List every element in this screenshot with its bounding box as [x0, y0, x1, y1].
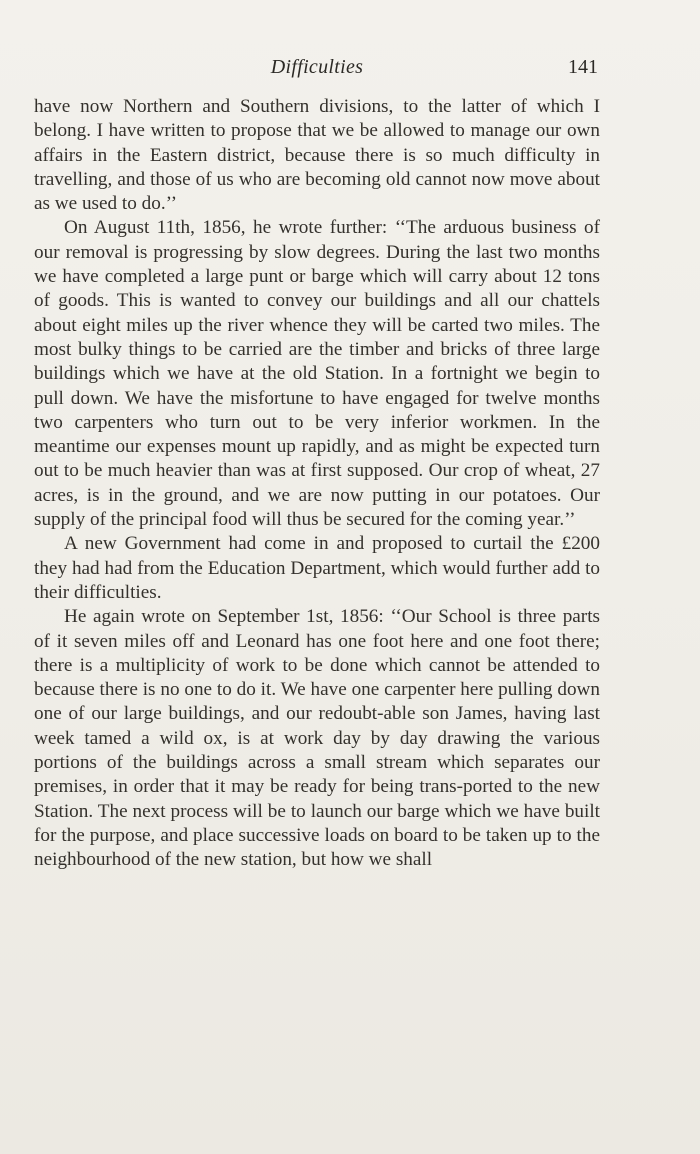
paragraph: have now Northern and Southern divisions, to the latter of which I belong. I have written to propose that we be allowed to manage our own affairs in the Eastern district, because there is so much difficulty in travelling, and those of us who are becoming old cannot now move about as we used to do.’’: [34, 96, 600, 215]
running-title: Difficulties: [270, 56, 364, 78]
paragraph: A new Government had come in and proposed to curtail the £200 they had had from the Education Department, which would further add to their difficulties.: [34, 533, 600, 603]
paragraph: He again wrote on September 1st, 1856: ‘‘Our School is three parts of it seven miles off and Leonard has one foot here and one foot there; there is a multiplicity of work to be done which cannot be attended to because there is no one to do it. We have one carpenter here pulling down one of our large buildings, and our redoubt-able son James, having last week tamed a wild ox, is at work day by day drawing the various portions of the buildings across a small stream which separates our premises, in order that it may be ready for being trans-ported to the new Station. The next process will be to launch our barge which we have built for the purpose, and place successive loads on board to be taken up to the neighbourhood of the new station, but how we shall: [34, 606, 600, 871]
page-number: 141: [568, 56, 598, 78]
body-text: [34, 95, 600, 873]
paragraph: On August 11th, 1856, he wrote further: ‘‘The arduous business of our removal is progressing by slow degrees. During the last two months we have completed a large punt or barge which will carry about 12 tons of goods. This is wanted to convey our buildings and all our chattels about eight miles up the river whence they will be carted two miles. The most bulky things to be carried are the timber and bricks of three large buildings which we have at the old Station. In a fortnight we begin to pull down. We have the misfortune to have engaged for twelve months two carpenters who turn out to be very inferior workmen. In the meantime our expenses mount up rapidly, and as might be expected turn out to be much heavier than was at first supposed. Our crop of wheat, 27 acres, is in the ground, and we are now putting in our potatoes. Our supply of the principal food will thus be secured for the coming year.’’: [34, 217, 600, 531]
running-head: [34, 56, 600, 84]
